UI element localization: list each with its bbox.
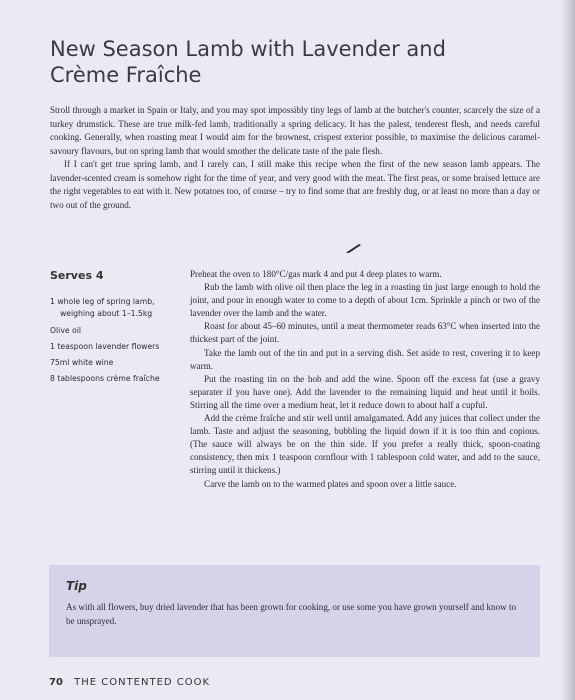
method-steps	[190, 268, 540, 491]
recipe-title-line-2: Crème Fraîche	[50, 63, 202, 87]
ingredient-item	[50, 341, 180, 353]
method-step: Preheat the oven to 180°C/gas mark 4 and put 4 deep plates to warm.	[190, 269, 442, 279]
method-step: Put the roasting tin on the hob and add the wine. Spoon off the excess fat (use a gravy separater if you have one). Add the lavender to the remaining liquid and heat until it boils. Stirring all the time over a medium heat, let it reduce down to about half a cupful.	[190, 373, 540, 410]
ingredient-text: 75ml white wine	[50, 358, 114, 368]
serves-heading: Serves 4	[50, 269, 104, 282]
recipe-title	[50, 36, 530, 88]
ingredient-item	[50, 296, 180, 321]
intro-paragraph: Stroll through a market in Spain or Italy, and you may spot impossibly tiny legs of lamb at the butcher's counter, scarcely the size of a turkey drumstick. These are true milk-fed lamb, traditionally a spring delicacy. It has the palest, tenderest flesh, and needs careful cooking. Generally, when roasting meat I would aim for the brownest, crispest exterior possible, to maximise the delicious caramel-savoury flavours, but on spring lamb that would smother the delicate taste of the pale flesh.	[50, 105, 540, 156]
ingredient-item	[50, 373, 180, 385]
ingredients-list	[50, 296, 180, 390]
method-step: Carve the lamb on to the warmed plates and spoon over a little sauce.	[204, 478, 457, 489]
method-step: Add the crème fraîche and stir well until amalgamated. Add any juices that collect under the lamb. Taste and adjust the seasoning, bubbling the liquid down if it is too thin and copious. (The sauce will always be on the thin side. If you prefer a really thick, spoon-coating consistency, then mix 1 teaspoon cornflour with 1 tablespoon cold water, and add to the sauce, stirring until it thickens.)	[190, 413, 540, 476]
ingredient-text: 8 tablespoons crème fraîche	[50, 374, 160, 384]
recipe-introduction	[50, 104, 540, 212]
ingredient-item	[50, 357, 180, 369]
ingredient-detail: weighing about 1–1.5kg	[60, 309, 153, 319]
page-edge-shadow	[561, 0, 575, 700]
book-title: THE CONTENTED COOK	[74, 677, 211, 688]
pen-mark-icon	[345, 242, 363, 254]
ingredient-text: Olive oil	[50, 325, 82, 335]
recipe-title-line-1: New Season Lamb with Lavender and	[50, 37, 446, 61]
page-footer	[49, 677, 210, 688]
tip-heading: Tip	[66, 579, 87, 593]
ingredient-item	[50, 325, 180, 337]
method-step: Rub the lamb with olive oil then place the leg in a roasting tin just large enough to hold the joint, and pour in enough water to come to a depth of about 1cm. Sprinkle a pinch or two of the lavender over the lamb and the water.	[190, 282, 540, 319]
tip-text: As with all flowers, buy dried lavender that has been grown for cooking, or use some you have grown yourself and know to be unsprayed.	[66, 602, 517, 626]
ingredient-text: 1 whole leg of spring lamb,	[50, 297, 155, 306]
method-step: Take the lamb out of the tin and put in a serving dish. Set aside to rest, covering it to keep warm.	[190, 347, 540, 371]
ingredient-text: 1 teaspoon lavender flowers	[50, 341, 160, 351]
method-step: Roast for about 45–60 minutes, until a meat thermometer reads 63°C when inserted into the thickest part of the joint.	[190, 321, 540, 345]
page-number: 70	[49, 677, 63, 688]
intro-paragraph: If I can't get true spring lamb, and I rarely can, I still make this recipe when the first of the new season lamb appears. The lavender-scented cream is somehow right for the time of year, and very good with the meat. The first peas, or some braised lettuce are the right vegetables to eat with it. New potatoes too, of course – try to find some that are freshly dug, or at least no more than a day or two out of the ground.	[50, 159, 540, 210]
tip-box	[49, 565, 540, 657]
